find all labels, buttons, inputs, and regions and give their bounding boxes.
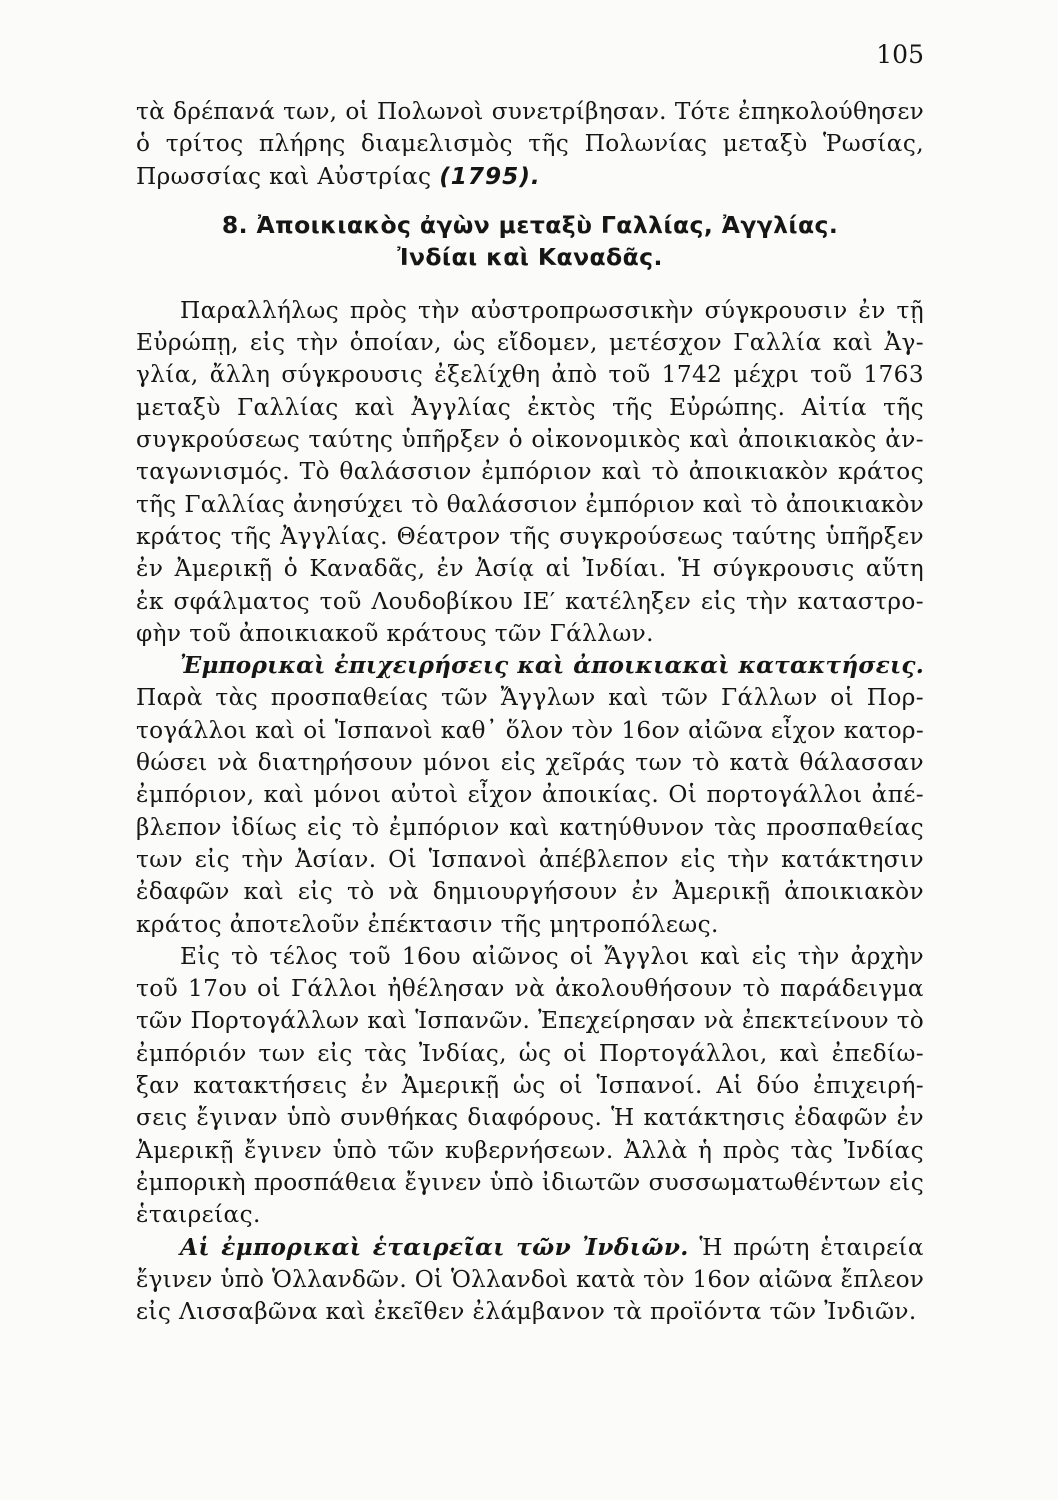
text-line: των εἰς τὴν Ἀσίαν. Οἱ Ἱσπανοὶ ἀπέβλεπον εἰς τὴν κατάκτησιν xyxy=(136,845,924,873)
text-line: ταγωνισμός. Τὸ θαλάσσιον ἐμπόριον καὶ τὸ ἀποικιακὸν κράτος xyxy=(136,458,924,486)
text-line: εἰς Λισσαβῶνα καὶ ἐκεῖθεν ἐλάμβανον τὰ προϊόντα τῶν Ἰνδιῶν. xyxy=(136,1298,917,1326)
year-label: (1795). xyxy=(439,162,541,190)
section-heading-line-2: Ἰνδίαι καὶ Καναδᾶς. xyxy=(397,242,663,271)
section-heading-line-1: 8. Ἀποικιακὸς ἀγὼν μεταξὺ Γαλλίας, Ἀγγλίας. xyxy=(221,210,839,239)
paragraph-1 xyxy=(136,295,924,650)
text-line: τῆς Γαλλίας ἀνησύχει τὸ θαλάσσιον ἐμπόριον καὶ τὸ ἀποικιακὸν xyxy=(136,490,924,518)
text-fragment: Ἡ πρώτη ἑταιρεία xyxy=(688,1233,924,1261)
text-line: Εἰς τὸ τέλος τοῦ 16ου αἰῶνος οἱ Ἄγγλοι καὶ εἰς τὴν ἀρχὴν xyxy=(180,942,924,970)
text-line: κράτος τῆς Ἀγγλίας. Θέατρον τῆς συγκρούσεως ταύτης ὑπῆρξεν xyxy=(136,522,924,550)
text-line: γλία, ἄλλη σύγκρουσις ἐξελίχθη ἀπὸ τοῦ 1742 μέχρι τοῦ 1763 xyxy=(136,361,924,389)
text-line: Παρὰ τὰς προσπαθείας τῶν Ἄγγλων καὶ τῶν Γάλλων οἱ Πορ- xyxy=(136,684,924,712)
text-line: ξαν κατακτήσεις ἐν Ἀμερικῇ ὡς οἱ Ἱσπανοί. Αἱ δύο ἐπιχειρή- xyxy=(136,1072,924,1100)
text-line: τοῦ 17ου οἱ Γάλλοι ἠθέλησαν νὰ ἀκολουθήσουν τὸ παράδειγμα xyxy=(136,975,924,1003)
text-line: τογάλλοι καὶ οἱ Ἱσπανοὶ καθ᾽ ὅλον τὸν 16ον αἰῶνα εἶχον κατορ- xyxy=(136,716,924,744)
text-line: ἐμπόριον, καὶ μόνοι αὐτοὶ εἶχον ἀποικίας. Οἱ πορτογάλλοι ἀπέ- xyxy=(136,781,924,809)
text-line: ἑταιρείας. xyxy=(136,1201,261,1229)
text-line: Ἀμερικῇ ἔγινεν ὑπὸ τῶν κυβερνήσεων. Ἀλλὰ ἡ πρὸς τὰς Ἰνδίας xyxy=(136,1136,924,1164)
text-line: μεταξὺ Γαλλίας καὶ Ἀγγλίας ἐκτὸς τῆς Εὐρώπης. Αἰτία τῆς xyxy=(136,393,924,421)
text-line: συγκρούσεως ταύτης ὑπῆρξεν ὁ οἰκονομικὸς καὶ ἀποικιακὸς ἀν- xyxy=(136,426,924,454)
text-line xyxy=(136,161,924,193)
text-line: φὴν τοῦ ἀποικιακοῦ κράτους τῶν Γάλλων. xyxy=(136,619,654,647)
text-line xyxy=(136,1232,924,1264)
paragraph-2 xyxy=(136,650,924,941)
text-line: θώσει νὰ διατηρήσουν μόνοι εἰς χεῖράς των τὸ κατὰ θάλασσαν xyxy=(136,749,924,777)
subheading-trading-companies: Αἱ ἐμπορικαὶ ἑταιρεῖαι τῶν Ἰνδιῶν. xyxy=(180,1233,689,1261)
intro-paragraph xyxy=(136,96,924,193)
text-line: ἐδαφῶν καὶ εἰς τὸ νὰ δημιουργήσουν ἐν Ἀμερικῇ ἀποικιακὸν xyxy=(136,878,924,906)
text-line: Εὐρώπῃ, εἰς τὴν ὁποίαν, ὡς εἴδομεν, μετέσχον Γαλλία καὶ Ἀγ- xyxy=(136,329,924,357)
text-line: ἐμπόριόν των εἰς τὰς Ἰνδίας, ὡς οἱ Πορτογάλλοι, καὶ ἐπεδίω- xyxy=(136,1039,924,1067)
text-line: τῶν Πορτογάλλων καὶ Ἱσπανῶν. Ἐπεχείρησαν νὰ ἐπεκτείνουν τὸ xyxy=(136,1007,924,1035)
text-line: σεις ἔγιναν ὑπὸ συνθήκας διαφόρους. Ἡ κατάκτησις ἐδαφῶν ἐν xyxy=(136,1104,924,1132)
page-number: 105 xyxy=(876,40,924,69)
page-body xyxy=(136,96,924,1328)
text-line: βλεπον ἰδίως εἰς τὸ ἐμπόριον καὶ κατηύθυνον τὰς προσπαθείας xyxy=(136,813,924,841)
text-line: ἐκ σφάλματος τοῦ Λουδοβίκου ΙΕ′ κατέληξεν εἰς τὴν καταστρο- xyxy=(136,587,924,615)
text-line: Παραλλήλως πρὸς τὴν αὐστροπρωσσικὴν σύγκρουσιν ἐν τῇ xyxy=(180,296,924,324)
text-fragment: Πρωσσίας καὶ Αὐστρίας xyxy=(136,162,432,190)
subheading-commercial-enterprises: Ἐμπορικαὶ ἐπιχειρήσεις καὶ ἀποικιακαὶ κατακτήσεις. xyxy=(180,652,924,680)
text-line: ἔγινεν ὑπὸ Ὁλλανδῶν. Οἱ Ὁλλανδοὶ κατὰ τὸν 16ον αἰῶνα ἔπλεον xyxy=(136,1265,924,1293)
text-line: ἐν Ἀμερικῇ ὁ Καναδᾶς, ἐν Ἀσίᾳ αἱ Ἰνδίαι. Ἡ σύγκρουσις αὕτη xyxy=(136,555,924,583)
paragraph-3 xyxy=(136,941,924,1232)
text-line: ἐμπορικὴ προσπάθεια ἔγινεν ὑπὸ ἰδιωτῶν συσσωματωθέντων εἰς xyxy=(136,1168,924,1196)
text-line: κράτος ἀποτελοῦν ἐπέκτασιν τῆς μητροπόλεως. xyxy=(136,910,719,938)
text-line: ὁ τρίτος πλήρης διαμελισμὸς τῆς Πολωνίας μεταξὺ Ῥωσίας, xyxy=(136,130,924,158)
paragraph-4 xyxy=(136,1232,924,1329)
text-line: τὰ δρέπανά των, οἱ Πολωνοὶ συνετρίβησαν. Τότε ἐπηκολούθησεν xyxy=(136,98,924,125)
